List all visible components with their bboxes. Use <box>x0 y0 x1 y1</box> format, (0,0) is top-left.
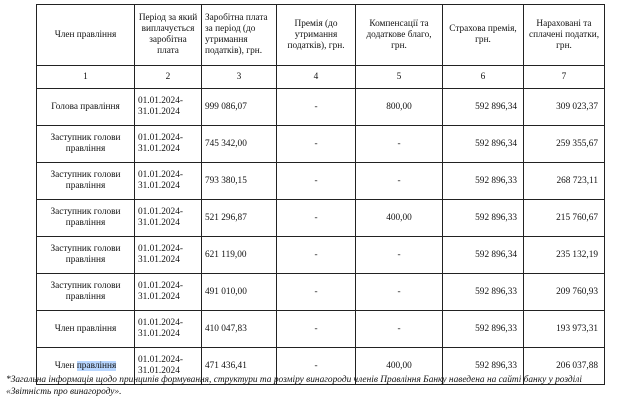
taxes-cell: 209 760,93 <box>524 274 605 311</box>
compensation-cell: 400,00 <box>356 200 443 237</box>
period-cell <box>135 311 202 348</box>
period-end: 31.01.2024 <box>138 144 180 154</box>
column-number: 2 <box>135 66 202 89</box>
member-prefix: Член <box>54 360 77 371</box>
period-end: 31.01.2024 <box>138 218 180 228</box>
salary-cell: 491 010,00 <box>202 274 277 311</box>
period-start: 01.01.2024- <box>138 207 183 217</box>
taxes-cell: 193 973,31 <box>524 311 605 348</box>
column-number: 1 <box>37 66 135 89</box>
salary-cell: 410 047,83 <box>202 311 277 348</box>
member-cell: Заступник голови правління <box>37 237 135 274</box>
compensation-cell: - <box>356 237 443 274</box>
bonus-cell: - <box>277 163 356 200</box>
period-cell <box>135 237 202 274</box>
salary-cell: 621 119,00 <box>202 237 277 274</box>
insurance-cell: 592 896,33 <box>443 311 524 348</box>
salary-cell: 999 086,07 <box>202 89 277 126</box>
salary-cell: 793 380,15 <box>202 163 277 200</box>
period-end: 31.01.2024 <box>138 255 180 265</box>
period-start: 01.01.2024- <box>138 281 183 291</box>
period-start: 01.01.2024- <box>138 355 183 365</box>
insurance-cell: 592 896,34 <box>443 126 524 163</box>
table-row <box>37 126 605 163</box>
period-end: 31.01.2024 <box>138 366 180 376</box>
salary-cell: 745 342,00 <box>202 126 277 163</box>
insurance-cell: 592 896,33 <box>443 200 524 237</box>
salary-cell: 471 436,41 <box>202 348 277 385</box>
period-cell <box>135 274 202 311</box>
compensation-cell: - <box>356 311 443 348</box>
period-cell <box>135 200 202 237</box>
period-start: 01.01.2024- <box>138 133 183 143</box>
member-cell: Голова правління <box>37 89 135 126</box>
header-insurance: Страхова премія, грн. <box>443 5 524 66</box>
period-cell <box>135 126 202 163</box>
bonus-cell: - <box>277 200 356 237</box>
insurance-cell: 592 896,33 <box>443 163 524 200</box>
table-row <box>37 89 605 126</box>
taxes-cell: 215 760,67 <box>524 200 605 237</box>
table-row <box>37 200 605 237</box>
taxes-cell: 309 023,37 <box>524 89 605 126</box>
insurance-cell: 592 896,34 <box>443 89 524 126</box>
column-number: 3 <box>202 66 277 89</box>
compensation-cell: - <box>356 274 443 311</box>
bonus-cell: - <box>277 237 356 274</box>
taxes-cell: 206 037,88 <box>524 348 605 385</box>
footnote: *Загальна інформація щодо принципів формування, структури та розміру винагороди членів Правління Банку наведена на сайті банку у розділі «Звітність про винагороду». <box>6 375 582 397</box>
header-bonus: Премія (до утримання податків), грн. <box>277 5 356 66</box>
column-number: 7 <box>524 66 605 89</box>
period-start: 01.01.2024- <box>138 318 183 328</box>
selected-text-highlight[interactable]: правління <box>76 360 117 371</box>
insurance-cell: 592 896,33 <box>443 274 524 311</box>
period-cell <box>135 89 202 126</box>
period-start: 01.01.2024- <box>138 170 183 180</box>
taxes-cell: 235 132,19 <box>524 237 605 274</box>
bonus-cell: - <box>277 311 356 348</box>
compensation-cell: - <box>356 126 443 163</box>
member-cell: Заступник голови правління <box>37 274 135 311</box>
compensation-cell: - <box>356 163 443 200</box>
column-number: 5 <box>356 66 443 89</box>
bonus-cell: - <box>277 89 356 126</box>
period-cell <box>135 163 202 200</box>
bonus-cell: - <box>277 274 356 311</box>
period-end: 31.01.2024 <box>138 181 180 191</box>
table-row <box>37 237 605 274</box>
period-start: 01.01.2024- <box>138 96 183 106</box>
period-end: 31.01.2024 <box>138 292 180 302</box>
table-row <box>37 163 605 200</box>
period-end: 31.01.2024 <box>138 329 180 339</box>
insurance-cell: 592 896,33 <box>443 348 524 385</box>
header-period: Період за який виплачується заробітна плата <box>135 5 202 66</box>
header-member: Член правління <box>37 5 135 66</box>
period-end: 31.01.2024 <box>138 107 180 117</box>
table-row <box>37 274 605 311</box>
salary-cell: 521 296,87 <box>202 200 277 237</box>
column-number: 4 <box>277 66 356 89</box>
header-row <box>37 5 605 66</box>
bonus-cell: - <box>277 126 356 163</box>
remuneration-table <box>36 4 605 385</box>
taxes-cell: 268 723,11 <box>524 163 605 200</box>
period-start: 01.01.2024- <box>138 244 183 254</box>
insurance-cell: 592 896,34 <box>443 237 524 274</box>
compensation-cell: 800,00 <box>356 89 443 126</box>
compensation-cell: 400,00 <box>356 348 443 385</box>
member-cell: Член правління <box>37 311 135 348</box>
table-row <box>37 311 605 348</box>
header-compensation: Компенсації та додаткове благо, грн. <box>356 5 443 66</box>
taxes-cell: 259 355,67 <box>524 126 605 163</box>
header-taxes: Нараховані та сплачені податки, грн. <box>524 5 605 66</box>
column-number-row <box>37 66 605 89</box>
member-cell: Заступник голови правління <box>37 163 135 200</box>
column-number: 6 <box>443 66 524 89</box>
header-salary: Заробітна плата за період (до утримання податків), грн. <box>202 5 277 66</box>
member-cell: Заступник голови правління <box>37 126 135 163</box>
bonus-cell: - <box>277 348 356 385</box>
member-cell: Заступник голови правління <box>37 200 135 237</box>
